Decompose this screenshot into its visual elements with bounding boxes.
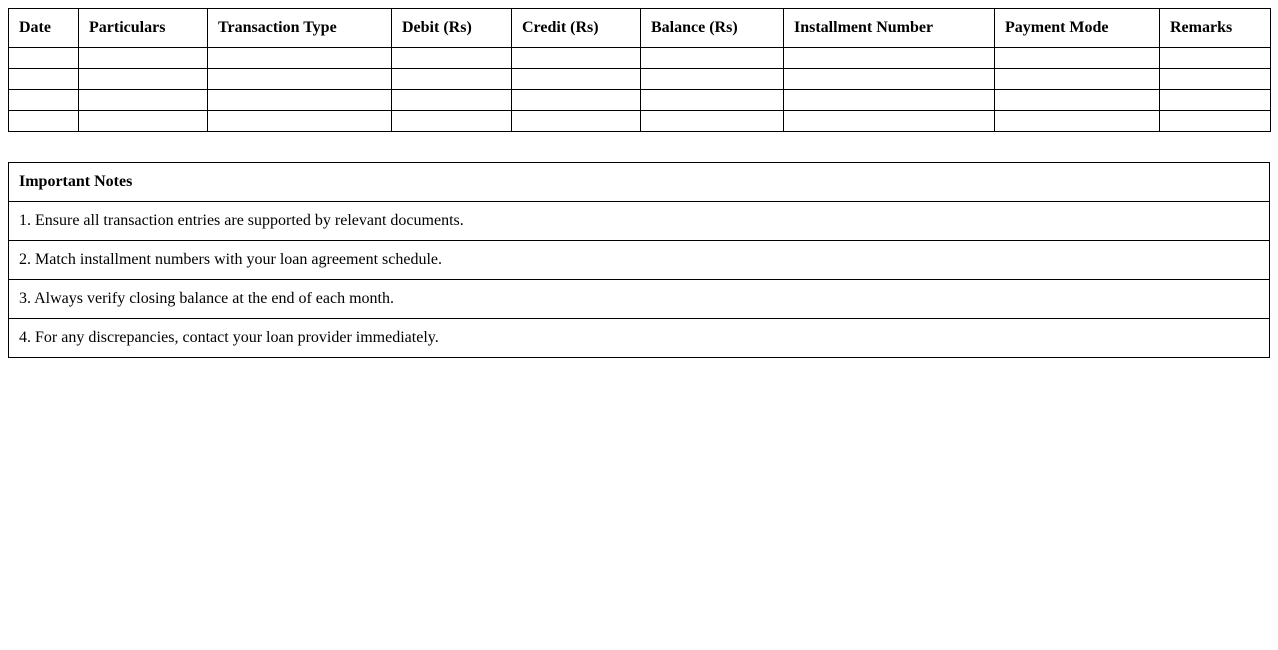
table-cell <box>9 69 79 90</box>
note-item: 3. Always verify closing balance at the end of each month. <box>9 280 1270 319</box>
note-row <box>9 280 1270 319</box>
table-cell <box>784 48 995 69</box>
notes-title: Important Notes <box>9 163 1270 202</box>
table-cell <box>1160 111 1271 132</box>
table-cell <box>1160 48 1271 69</box>
note-item: 4. For any discrepancies, contact your loan provider immediately. <box>9 319 1270 358</box>
transaction-ledger-table <box>8 8 1271 132</box>
column-header-payment-mode: Payment Mode <box>995 9 1160 48</box>
important-notes-table <box>8 162 1270 358</box>
table-cell <box>9 111 79 132</box>
column-header-installment-number: Installment Number <box>784 9 995 48</box>
table-cell <box>1160 69 1271 90</box>
table-row <box>9 69 1271 90</box>
note-row <box>9 241 1270 280</box>
table-cell <box>995 111 1160 132</box>
table-row <box>9 90 1271 111</box>
table-cell <box>995 90 1160 111</box>
table-cell <box>79 69 208 90</box>
table-cell <box>392 69 512 90</box>
table-cell <box>208 69 392 90</box>
column-header-debit: Debit (Rs) <box>392 9 512 48</box>
table-cell <box>641 48 784 69</box>
column-header-remarks: Remarks <box>1160 9 1271 48</box>
table-cell <box>512 111 641 132</box>
note-item: 2. Match installment numbers with your loan agreement schedule. <box>9 241 1270 280</box>
table-cell <box>9 48 79 69</box>
table-cell <box>784 111 995 132</box>
table-cell <box>79 90 208 111</box>
table-cell <box>208 90 392 111</box>
table-cell <box>79 111 208 132</box>
table-row <box>9 48 1271 69</box>
column-header-particulars: Particulars <box>79 9 208 48</box>
table-cell <box>512 90 641 111</box>
table-cell <box>995 69 1160 90</box>
table-cell <box>392 111 512 132</box>
table-cell <box>208 111 392 132</box>
table-cell <box>784 69 995 90</box>
column-header-date: Date <box>9 9 79 48</box>
column-header-credit: Credit (Rs) <box>512 9 641 48</box>
table-cell <box>512 48 641 69</box>
column-header-transaction-type: Transaction Type <box>208 9 392 48</box>
table-cell <box>208 48 392 69</box>
note-item: 1. Ensure all transaction entries are supported by relevant documents. <box>9 202 1270 241</box>
notes-title-row <box>9 163 1270 202</box>
note-row <box>9 319 1270 358</box>
table-cell <box>79 48 208 69</box>
table-cell <box>1160 90 1271 111</box>
table-cell <box>9 90 79 111</box>
table-header-row <box>9 9 1271 48</box>
table-row <box>9 111 1271 132</box>
table-cell <box>995 48 1160 69</box>
table-cell <box>641 90 784 111</box>
table-cell <box>392 48 512 69</box>
table-cell <box>641 69 784 90</box>
table-cell <box>641 111 784 132</box>
note-row <box>9 202 1270 241</box>
table-cell <box>392 90 512 111</box>
table-cell <box>784 90 995 111</box>
table-cell <box>512 69 641 90</box>
column-header-balance: Balance (Rs) <box>641 9 784 48</box>
